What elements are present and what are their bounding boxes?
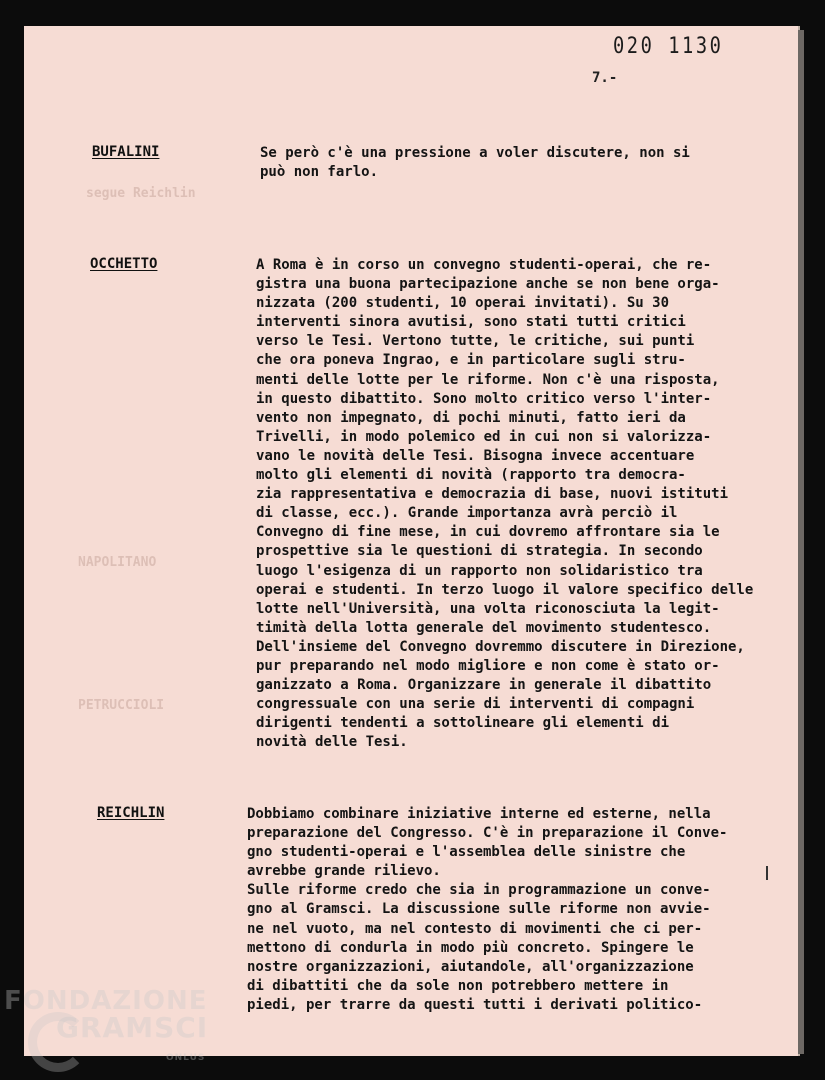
speech-line: ganizzato a Roma. Organizzare in generale il dibattito (256, 677, 712, 694)
speech-line: vano le novità delle Tesi. Bisogna invece accentuare (256, 447, 695, 464)
speech-reichlin (247, 805, 727, 1015)
speech-line: in questo dibattito. Sono molto critico verso l'inter- (256, 390, 712, 407)
speech-line: menti delle lotte per le riforme. Non c'è una risposta, (256, 371, 720, 388)
bleed-through-text: segue Reichlin (86, 186, 196, 201)
speech-line: lotte nell'Università, una volta riconosciuta la legit- (256, 600, 720, 617)
speech-line: gistra una buona partecipazione anche se non bene orga- (256, 276, 720, 293)
speech-line: gno studenti-operai e l'assemblea delle sinistre che (247, 844, 686, 861)
speech-line: nizzata (200 studenti, 10 operai invitati). Su 30 (256, 295, 670, 312)
speech-line: di dibattiti che da sole non potrebbero mettere in (247, 977, 669, 994)
speech-line: Dell'insieme del Convegno dovremmo discutere in Direzione, (256, 638, 745, 655)
speech-line: ne nel vuoto, ma nel contesto di movimenti che ci per- (247, 920, 703, 937)
speech-line: piedi, per trarre da questi tutti i derivati politico- (247, 996, 703, 1013)
speech-line: nostre organizzazioni, aiutandole, all'organizzazione (247, 958, 694, 975)
speech-line: zia rappresentativa e democrazia di base, nuovi istituti (256, 486, 729, 503)
speech-line: avrebbe grande rilievo. (247, 863, 441, 880)
speech-line: può non farlo. (260, 164, 379, 181)
speaker-bufalini: BUFALINI (92, 144, 160, 160)
speech-line: A Roma è in corso un convegno studenti-operai, che re- (256, 257, 712, 273)
speech-line: Se però c'è una pressione a voler discutere, non si (260, 145, 690, 161)
watermark-line: FONDAZIONE (4, 986, 208, 1016)
speech-line: Trivelli, in modo polemico ed in cui non si valorizza- (256, 428, 712, 445)
speech-line: preparazione del Congresso. C'è in preparazione il Conve- (247, 825, 728, 842)
bleed-through-text: PETRUCCIOLI (78, 698, 165, 713)
speech-line: luogo l'esigenza di un rapporto non solidaristico tra (256, 562, 703, 579)
bleed-through-text: NAPOLITANO (78, 555, 157, 570)
speech-line: prospettive sia le questioni di strategia. In secondo (256, 543, 703, 560)
page-edge-shadow (798, 30, 804, 1054)
speech-occhetto (256, 256, 753, 752)
speech-line: operai e studenti. In terzo luogo il valore specifico delle (256, 581, 754, 598)
archive-watermark (4, 986, 209, 1063)
speech-line: Convegno di fine mese, in cui dovremo affrontare sia le (256, 524, 720, 541)
speech-line: vento non impegnato, di pochi minuti, fatto ieri da (256, 409, 686, 426)
archive-reference-number: 020 1130 (613, 34, 724, 59)
watermark-line: GRAMSCI (56, 1011, 209, 1044)
speech-line: dirigenti tendenti a sottolineare gli elementi di (256, 715, 670, 732)
speech-line: di classe, ecc.). Grande importanza avrà perciò il (256, 505, 678, 522)
speech-bufalini (260, 144, 690, 182)
watermark-line: ONLUS (166, 1053, 206, 1063)
speech-line: verso le Tesi. Vertono tutte, le critiche, sui punti (256, 333, 695, 350)
speech-line: interventi sinora avutisi, sono stati tutti critici (256, 314, 686, 331)
speech-line: molto gli elementi di novità (rapporto tra democra- (256, 467, 686, 484)
page-number: 7.- (592, 70, 618, 86)
speaker-occhetto: OCCHETTO (90, 256, 158, 272)
speech-line: gno al Gramsci. La discussione sulle riforme non avvie- (247, 901, 711, 918)
speech-line: congressuale con una serie di interventi di compagni (256, 696, 695, 713)
margin-mark (766, 866, 768, 880)
speech-line: pur preparando nel modo migliore e non come è stato or- (256, 657, 720, 674)
speech-line: timità della lotta generale del movimento studentesco. (256, 619, 712, 636)
speech-line: mettono di condurla in modo più concreto. Spingere le (247, 939, 694, 956)
speaker-reichlin: REICHLIN (97, 805, 165, 821)
speech-line: Sulle riforme credo che sia in programmazione un conve- (247, 882, 711, 899)
speech-line: novità delle Tesi. (256, 734, 408, 751)
speech-line: Dobbiamo combinare iniziative interne ed esterne, nella (247, 806, 711, 822)
speech-line: che ora poneva Ingrao, e in particolare sugli stru- (256, 352, 686, 369)
